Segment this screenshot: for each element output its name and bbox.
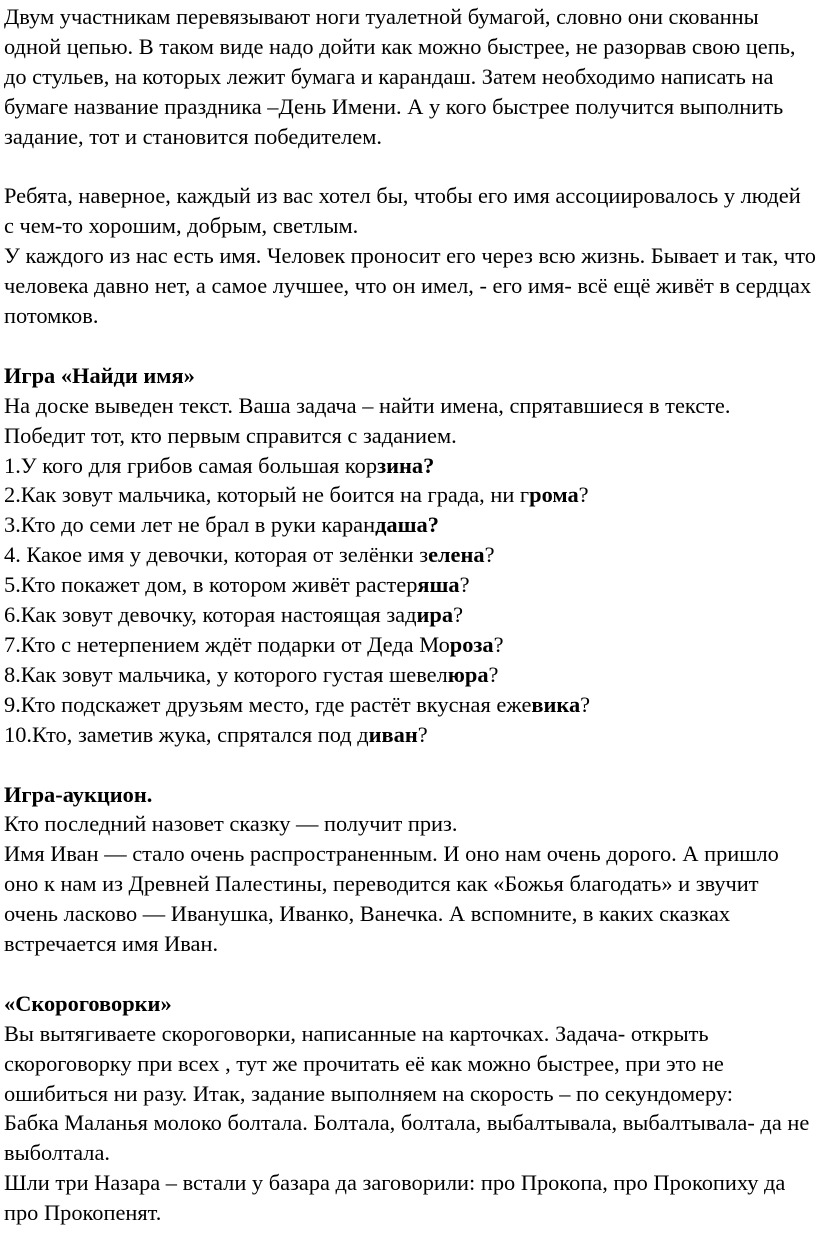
hidden-name: яша <box>417 572 460 598</box>
auction-game-heading: Игра-аукцион. <box>4 781 153 807</box>
riddle-item: 1.У кого для грибов самая большая корзина? <box>4 452 435 478</box>
find-name-game-heading: Игра «Найди имя» <box>4 362 195 388</box>
hidden-name: ира <box>416 602 454 628</box>
hidden-name: иван <box>368 721 418 747</box>
find-name-game-instructions: На доске выведен текст. Ваша задача – найти имена, спрятавшиеся в тексте. Победит тот, кто первым справится с заданием. <box>4 392 731 448</box>
riddle-item: 5.Кто покажет дом, в котором живёт растеряша? <box>4 572 470 598</box>
hidden-name: елена <box>428 542 485 568</box>
tongue-twister-1: Бабка Маланья молоко болтала. Болтала, болтала, выбалтывала, выбалтывала- да не выболтала. <box>4 1110 810 1166</box>
riddle-item: 2.Как зовут мальчика, который не боится на града, ни грома? <box>4 482 589 508</box>
paragraph-gap <box>4 750 816 780</box>
tongue-twister-2: Шли три Назара – встали у базара да заговорили: про Прокопа, про Прокопиху да про Прокопенят. <box>4 1170 786 1226</box>
tongue-twisters-heading: «Скороговорки» <box>4 990 172 1016</box>
tongue-twisters-instructions: Вы вытягиваете скороговорки, написанные на карточках. Задача- открыть скороговорку при всех , тут же прочитать её как можно быстрее, при это не ошибиться ни разу. Итак, задание выполняем на скорость – по секундомеру: <box>4 1020 733 1106</box>
riddle-item: 9.Кто подскажет друзьям место, где растёт вкусная ежевика? <box>4 691 591 717</box>
intro-paragraph-1: Двум участникам перевязывают ноги туалетной бумагой, словно они скованны одной цепью. В таком виде надо дойти как можно быстрее, не разорвав свою цепь, до стульев, на которых лежит бумага и карандаш. Затем необходимо написать на бумаге название праздника –День Имени. А у кого быстрее получится выполнить задание, тот и становится победителем. <box>4 4 796 149</box>
paragraph-gap <box>4 331 816 361</box>
riddle-item: 8.Как зовут мальчика, у которого густая шевелюра? <box>4 661 499 687</box>
riddle-item: 7.Кто с нетерпением ждёт подарки от Деда Мороза? <box>4 632 504 657</box>
hidden-name: юра <box>447 661 489 687</box>
hidden-name: вика <box>531 691 581 717</box>
paragraph-gap <box>4 152 816 182</box>
riddle-list <box>4 451 816 750</box>
riddle-item: 10.Кто, заметив жука, спрятался под диван? <box>4 721 428 747</box>
hidden-name: даша? <box>375 512 439 538</box>
find-name-game-section <box>4 361 816 750</box>
auction-game-section <box>4 780 816 959</box>
riddle-item: 4. Какое имя у девочки, которая от зелёнки зелена? <box>4 542 495 568</box>
hidden-name: рома <box>529 482 579 508</box>
riddle-item: 6.Как зовут девочку, которая настоящая задира? <box>4 602 464 628</box>
intro-paragraph-2: Ребята, наверное, каждый из вас хотел бы, чтобы его имя ассоциировалось у людей с чем-то хорошим, добрым, светлым. <box>4 183 801 239</box>
paragraph-gap <box>4 959 816 989</box>
auction-game-rule: Кто последний назовет сказку — получит приз. <box>4 811 458 837</box>
tongue-twisters-section <box>4 989 816 1228</box>
riddle-item: 3.Кто до семи лет не брал в руки карандаша? <box>4 512 439 538</box>
auction-game-text: Имя Иван — стало очень распространенным. И оно нам очень дорого. А пришло оно к нам из Древней Палестины, переводится как «Божья благодать» и звучит очень ласково — Иванушка, Иванко, Ванечка. А вспомните, в каких сказках встречается имя Иван. <box>4 841 779 957</box>
intro-paragraph-3: У каждого из нас есть имя. Человек проносит его через всю жизнь. Бывает и так, что человека давно нет, а самое лучшее, что он имел, - его имя- всё ещё живёт в сердцах потомков. <box>4 243 816 329</box>
hidden-name: зина? <box>377 452 435 478</box>
document-body <box>4 2 816 1228</box>
hidden-name: роза <box>449 632 494 657</box>
